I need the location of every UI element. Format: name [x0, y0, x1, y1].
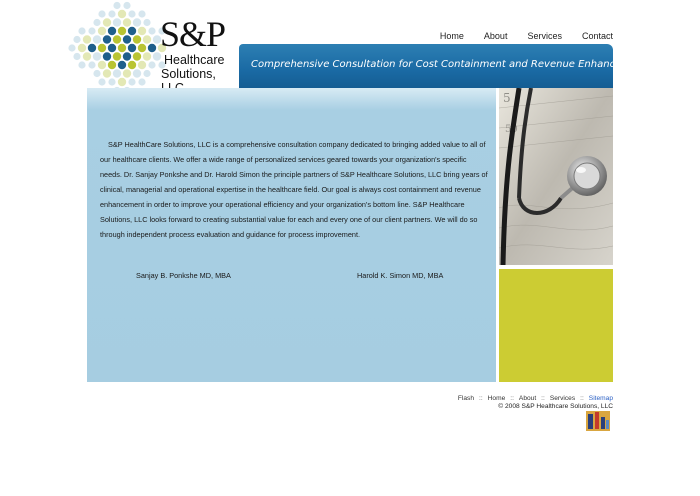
logo-dot — [98, 10, 105, 17]
tagline: Comprehensive Consultation for Cost Containment and Revenue Enhancement — [251, 59, 648, 70]
logo-dot — [118, 44, 126, 52]
logo-dot — [113, 69, 121, 77]
logo-dot — [78, 44, 86, 52]
stethoscope-photo — [499, 88, 613, 265]
logo-dot — [133, 52, 141, 60]
logo-dot — [88, 61, 95, 68]
logo-dot — [123, 2, 130, 9]
logo-dot — [148, 27, 155, 34]
svg-text:50: 50 — [505, 124, 518, 135]
logo-dot — [118, 61, 126, 69]
signature-simon: Harold K. Simon MD, MBA — [357, 271, 444, 280]
logo-dot — [108, 78, 115, 85]
logo-dot — [68, 44, 75, 51]
logo-dot — [93, 52, 101, 60]
logo-dot — [128, 27, 136, 35]
logo-dot — [103, 52, 111, 60]
logo-dot — [93, 35, 101, 43]
logo-dot — [108, 27, 116, 35]
logo-dot — [128, 10, 135, 17]
logo-dot — [73, 53, 80, 60]
nav-home[interactable]: Home — [439, 31, 464, 41]
logo-dot — [98, 44, 106, 52]
footer-nav — [458, 395, 613, 402]
logo-dot — [83, 35, 91, 43]
logo-dot — [113, 35, 121, 43]
logo-dot — [118, 10, 126, 18]
logo-dot — [113, 52, 121, 60]
logo-dot — [148, 44, 156, 52]
stethoscope-on-money-icon — [499, 88, 613, 265]
top-nav — [440, 31, 613, 41]
logo-dot — [138, 10, 145, 17]
footer-separator: :: — [510, 395, 514, 402]
logo-dot — [108, 44, 116, 52]
logo-dot — [133, 69, 141, 77]
signature-ponkshe: Sanjay B. Ponkshe MD, MBA — [136, 271, 231, 280]
accent-block — [499, 269, 613, 382]
site-badge-icon[interactable] — [586, 411, 610, 431]
logo-dot — [98, 78, 105, 85]
logo-dot — [98, 61, 106, 69]
logo-dot — [93, 70, 100, 77]
logo-dot — [123, 18, 131, 26]
logo-dot — [148, 61, 155, 68]
nav-about[interactable]: About — [483, 31, 508, 41]
logo-dot — [108, 61, 116, 69]
logo-dot — [123, 52, 131, 60]
logo-dot — [103, 69, 111, 77]
footer-separator: :: — [478, 395, 483, 402]
footer-link-home[interactable]: Home — [487, 395, 506, 402]
nav-contact[interactable]: Contact — [581, 31, 613, 41]
tagline-bar — [239, 44, 648, 88]
logo-dot — [143, 19, 150, 26]
main-content-panel — [87, 88, 496, 382]
logo-dot — [108, 10, 115, 17]
footer-link-flash[interactable]: Flash — [457, 395, 474, 402]
logo-subtitle-line2: Solutions, — [161, 67, 216, 81]
logo-dot — [133, 35, 141, 43]
logo-dot — [118, 27, 126, 35]
footer-separator: :: — [541, 395, 545, 402]
intro-paragraph: S&P HealthCare Solutions, LLC is a comprehensive consultation company dedicated to bringing added value to all of our healthcare clients. We offer a wide range of personalized services geared towards your organization's specific needs. Dr. Sanjay Ponkshe and Dr. Harold Simon the principle partners of S&P Healthcare Solutions, LLC bring years of clinical, managerial and operational expertise in the healthcare field. Our goal is always cost containment and revenue enhancement in order to improve your operational efficiency and your organization's bottom line. S&P Healthcare Solutions, LLC looks forward to creating substantial value for each and every one of our client partners. We will do so through independent process evaluation and guidance for process improvement. — [100, 140, 488, 239]
logo-dot — [83, 52, 91, 60]
logo-dot — [143, 35, 151, 43]
logo-dot — [123, 35, 131, 43]
logo-dot — [78, 27, 85, 34]
logo-dot — [103, 18, 111, 26]
logo-dot — [88, 44, 96, 52]
footer-link-sitemap[interactable]: Sitemap — [588, 395, 613, 402]
logo-dot — [128, 78, 135, 85]
logo-dot — [118, 78, 126, 86]
logo-dot — [93, 19, 100, 26]
logo-dot — [138, 78, 145, 85]
logo-dot — [73, 36, 80, 43]
logo-dot — [128, 44, 136, 52]
logo-brand: S&P — [160, 14, 226, 54]
footer-link-about[interactable]: About — [518, 395, 537, 402]
logo-dot — [133, 18, 141, 26]
logo-dot — [138, 44, 146, 52]
logo-dot — [143, 70, 150, 77]
logo-dot — [88, 27, 95, 34]
logo-dot — [113, 18, 121, 26]
logo-subtitle-line1: Healthcare — [164, 53, 225, 67]
svg-text:5: 5 — [503, 91, 511, 105]
footer-separator: :: — [580, 395, 584, 402]
logo-dot — [128, 61, 136, 69]
logo-dot — [103, 35, 111, 43]
logo-dot — [78, 61, 85, 68]
logo-dot — [113, 2, 120, 9]
logo-dot — [98, 27, 106, 35]
footer-link-services[interactable]: Services — [549, 395, 576, 402]
nav-services[interactable]: Services — [527, 31, 562, 41]
logo-dot — [138, 27, 146, 35]
copyright: © 2008 S&P Healthcare Solutions, LLC — [498, 403, 613, 410]
logo-dot — [123, 69, 131, 77]
logo-dot — [143, 52, 151, 60]
logo-dot — [138, 61, 146, 69]
